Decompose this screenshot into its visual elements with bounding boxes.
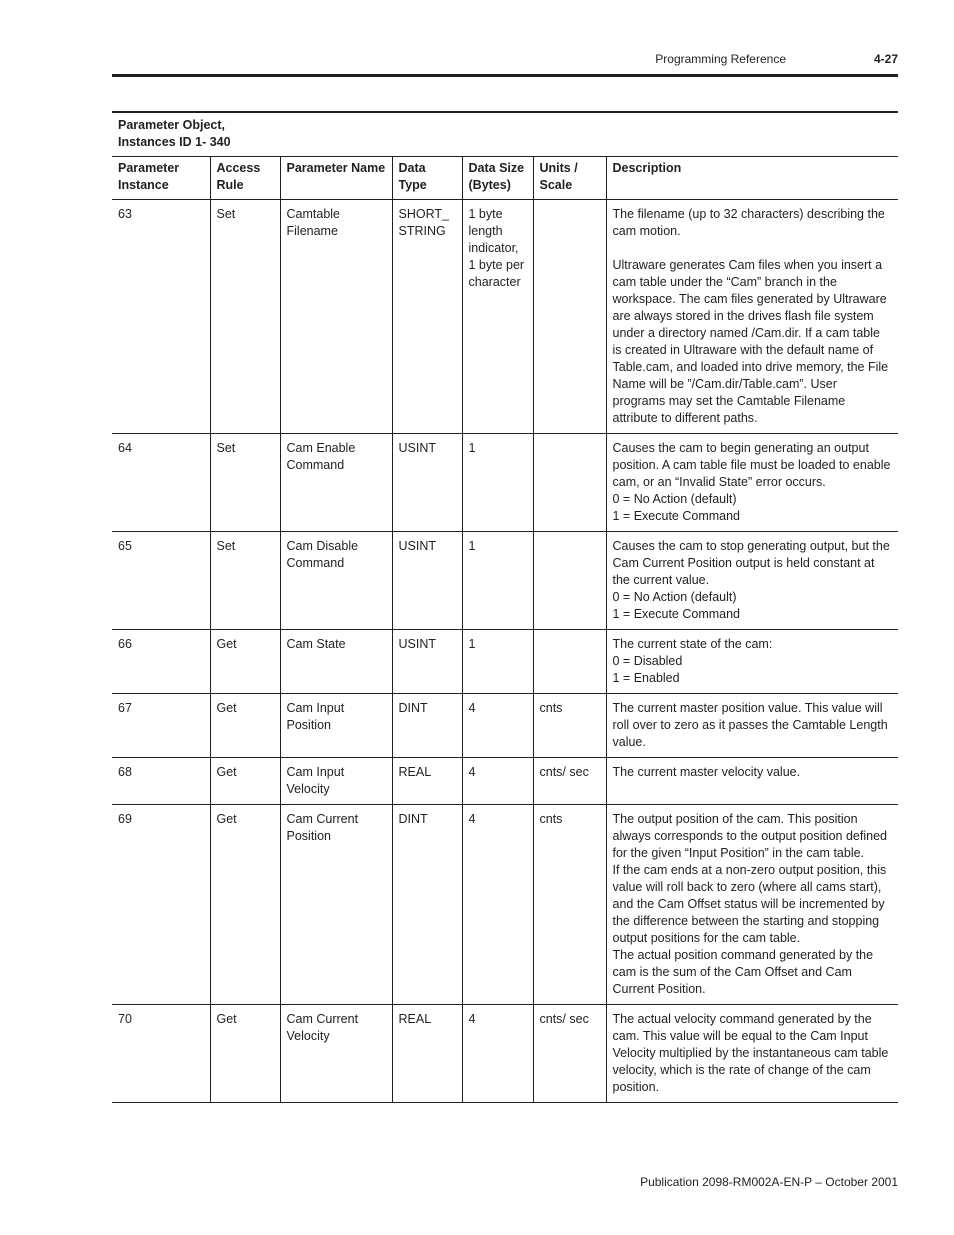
table-header-row: [112, 157, 898, 200]
cell-units: [533, 532, 606, 630]
cell-size: 1: [462, 434, 533, 532]
cell-name: Cam Current Position: [280, 805, 392, 1005]
cell-units: [533, 434, 606, 532]
cell-units: cnts: [533, 805, 606, 1005]
table-row: [112, 434, 898, 532]
cell-access: Get: [210, 630, 280, 694]
cell-description: [606, 434, 898, 532]
cell-name: Camtable Filename: [280, 200, 392, 434]
cell-size: 4: [462, 1005, 533, 1103]
cell-size: 4: [462, 805, 533, 1005]
cell-instance: 70: [112, 1005, 210, 1103]
cell-access: Set: [210, 200, 280, 434]
cell-access: Get: [210, 694, 280, 758]
cell-size: 1: [462, 630, 533, 694]
table-row: [112, 758, 898, 805]
description-paragraph: Causes the cam to stop generating output, but the Cam Current Position output is held constant at the current value.: [612, 539, 890, 587]
description-paragraph: The actual position command generated by the cam is the sum of the Cam Offset and Cam Current Position.: [612, 948, 874, 996]
cell-name: Cam Input Velocity: [280, 758, 392, 805]
table-row: [112, 532, 898, 630]
cell-instance: 65: [112, 532, 210, 630]
cell-size: 1 byte length indicator, 1 byte per character: [462, 200, 533, 434]
description-paragraph: The actual velocity command generated by the cam. This value will be equal to the Cam Input Velocity multiplied by the instantaneous cam table velocity, which is the rate of change of the cam position.: [612, 1012, 889, 1094]
cell-instance: 68: [112, 758, 210, 805]
header-rule: [112, 74, 898, 77]
cell-type: DINT: [392, 805, 462, 1005]
col-header-size: Data Size (Bytes): [462, 157, 533, 200]
cell-access: Set: [210, 532, 280, 630]
page-number: 4-27: [873, 52, 898, 66]
cell-units: [533, 200, 606, 434]
description-paragraph: 1 = Enabled: [612, 671, 680, 685]
col-header-access: Access Rule: [210, 157, 280, 200]
cell-type: REAL: [392, 758, 462, 805]
cell-instance: 69: [112, 805, 210, 1005]
table-row: [112, 694, 898, 758]
description-paragraph: 0 = No Action (default): [612, 590, 737, 604]
cell-name: Cam Input Position: [280, 694, 392, 758]
col-header-type: Data Type: [392, 157, 462, 200]
cell-name: Cam State: [280, 630, 392, 694]
page-header: [560, 52, 898, 70]
cell-type: REAL: [392, 1005, 462, 1103]
table-row: [112, 1005, 898, 1103]
col-header-instance: Parameter Instance: [112, 157, 210, 200]
cell-instance: 64: [112, 434, 210, 532]
cell-instance: 66: [112, 630, 210, 694]
description-paragraph: The output position of the cam. This position always corresponds to the output position defined for the given “Input Position” in the cam table.: [612, 812, 887, 860]
description-paragraph: 1 = Execute Command: [612, 509, 740, 523]
description-paragraph: The filename (up to 32 characters) describing the cam motion.: [612, 207, 885, 238]
table-row: [112, 200, 898, 434]
cell-description: [606, 694, 898, 758]
cell-access: Get: [210, 758, 280, 805]
col-header-units: Units / Scale: [533, 157, 606, 200]
parameter-table: [112, 111, 898, 1103]
cell-access: Set: [210, 434, 280, 532]
description-paragraph: 0 = Disabled: [612, 654, 683, 668]
cell-type: USINT: [392, 630, 462, 694]
cell-units: cnts: [533, 694, 606, 758]
cell-name: Cam Disable Command: [280, 532, 392, 630]
description-paragraph: The current master position value. This value will roll over to zero as it passes the Camtable Length value.: [612, 701, 888, 749]
cell-access: Get: [210, 805, 280, 1005]
table-row: [112, 630, 898, 694]
cell-size: 4: [462, 758, 533, 805]
publication-footer: Publication 2098-RM002A-EN-P – October 2001: [640, 1175, 898, 1189]
col-header-description: Description: [606, 157, 898, 200]
table-caption-row: [112, 112, 898, 157]
cell-name: Cam Enable Command: [280, 434, 392, 532]
description-paragraph: Ultraware generates Cam files when you insert a cam table under the “Cam” branch in the workspace. The cam files generated by Ultraware are always stored in the drives flash file system under a directory named /Cam.dir. If a cam table is created in Ultraware with the default name of Table.cam, and loaded into drive memory, the File Name will be ”/Cam.dir/Table.cam”. User programs may set the Camtable Filename attribute to different paths.: [612, 258, 889, 425]
caption-line-1: Parameter Object,: [118, 118, 225, 132]
description-paragraph: 0 = No Action (default): [612, 492, 737, 506]
cell-description: [606, 532, 898, 630]
cell-type: SHORT_STRING: [392, 200, 462, 434]
cell-description: [606, 758, 898, 805]
section-title: Programming Reference: [655, 52, 786, 66]
cell-description: [606, 200, 898, 434]
cell-type: DINT: [392, 694, 462, 758]
description-paragraph: Causes the cam to begin generating an output position. A cam table file must be loaded to enable cam, or an “Invalid State” error occurs.: [612, 441, 891, 489]
cell-units: cnts/ sec: [533, 1005, 606, 1103]
cell-size: 1: [462, 532, 533, 630]
description-paragraph: If the cam ends at a non-zero output position, this value will roll back to zero (where all cams start), and the Cam Offset status will be incremented by the difference between the starting and stopping output positions for the cam table.: [612, 863, 887, 945]
cell-description: [606, 805, 898, 1005]
cell-name: Cam Current Velocity: [280, 1005, 392, 1103]
table-caption: [112, 112, 898, 157]
cell-size: 4: [462, 694, 533, 758]
description-paragraph: 1 = Execute Command: [612, 607, 740, 621]
description-paragraph: The current master velocity value.: [612, 765, 801, 779]
cell-instance: 63: [112, 200, 210, 434]
table-row: [112, 805, 898, 1005]
cell-instance: 67: [112, 694, 210, 758]
cell-type: USINT: [392, 532, 462, 630]
cell-access: Get: [210, 1005, 280, 1103]
cell-description: [606, 1005, 898, 1103]
cell-description: [606, 630, 898, 694]
description-paragraph: The current state of the cam:: [612, 637, 773, 651]
cell-units: cnts/ sec: [533, 758, 606, 805]
col-header-name: Parameter Name: [280, 157, 392, 200]
cell-type: USINT: [392, 434, 462, 532]
caption-line-2: Instances ID 1- 340: [118, 135, 231, 149]
cell-units: [533, 630, 606, 694]
